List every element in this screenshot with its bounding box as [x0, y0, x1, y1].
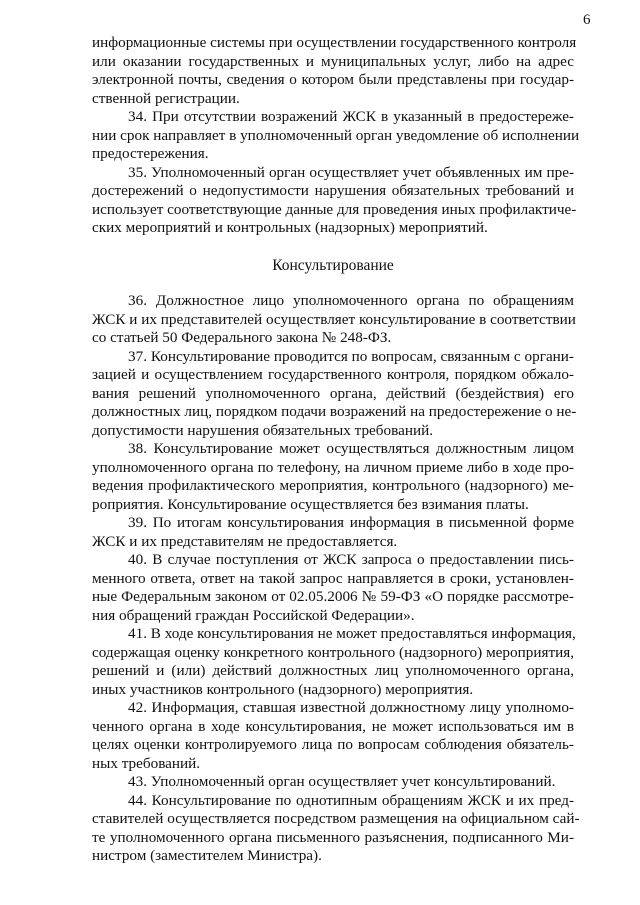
text-line: зацией и осуществлением государственного контроля, порядком обжало- — [92, 366, 574, 383]
paragraph — [92, 163, 577, 238]
text-line: 39. По итогам консультирования информация в письменной форме — [128, 514, 574, 531]
page-number: 6 — [583, 12, 591, 28]
text-line: или оказании государственных и муниципальных услуг, либо на адрес — [92, 52, 574, 70]
text-line: ставителей осуществляется посредством размещения на официальном сай- — [92, 810, 580, 827]
text-line: со статьей 50 Федерального закона № 248-ФЗ. — [92, 329, 392, 346]
paragraph — [92, 773, 574, 792]
text-line: вания решений уполномоченного органа, действий (бездействия) его — [92, 384, 574, 402]
text-line: уполномоченного органа по телефону, на личном приеме либо в ходе про- — [92, 458, 574, 476]
text-line: использует соответствующие данные для проведения иных профилактиче- — [92, 200, 577, 218]
text-line: менного ответа, ответ на такой запрос направляется в сроки, установлен- — [92, 569, 574, 587]
paragraph — [92, 440, 574, 514]
text-line: ния обращений граждан Российской Федерации». — [92, 606, 415, 624]
paragraph — [92, 625, 574, 699]
text-line: 41. В ходе консультирования не может предоставляться информация, — [128, 625, 576, 642]
paragraph — [92, 347, 577, 441]
text-line: содержащая оценку конкретного контрольного (надзорного) мероприятия, — [92, 643, 574, 661]
paragraph — [92, 551, 574, 625]
paragraph — [92, 292, 574, 348]
text-line: допустимости нарушения обязательных требований. — [92, 421, 434, 439]
text-line: иных участников контрольного (надзорного) мероприятия. — [92, 680, 474, 698]
text-line: 36. Должностное лицо уполномоченного органа по обращениям — [128, 292, 574, 309]
text-line: достережений о недопустимости нарушения обязательных требований и — [92, 182, 574, 199]
paragraph — [92, 699, 574, 773]
text-line: ные Федеральным законом от 02.05.2006 № 59-ФЗ «О порядке рассмотре- — [92, 588, 574, 605]
text-line: ных требований. — [92, 754, 201, 772]
text-line: ственной регистрации. — [92, 89, 240, 107]
text-line: информационные системы при осуществлении государственного контроля — [92, 34, 577, 51]
paragraph — [92, 791, 580, 866]
text-line: 34. При отсутствии возражений ЖСК в указанный в предостереже- — [128, 108, 574, 125]
paragraph — [92, 514, 574, 551]
text-line: ЖСК и их представителей осуществляет консультирование в соответствии — [92, 310, 576, 328]
text-line: 40. В случае поступления от ЖСК запроса о предоставлении пись- — [128, 551, 574, 568]
text-line: ЖСК и их представителям не предоставляется. — [92, 532, 398, 550]
text-line: целях оценки контролируемого лица по вопросам соблюдения обязатель- — [92, 736, 574, 753]
text-line: должностных лиц, порядком подачи возражений на предостережение о не- — [92, 403, 577, 420]
text-line: 38. Консультирование может осуществляться должностным лицом — [128, 440, 574, 457]
text-line: 42. Информация, ставшая известной должностному лицу уполномо- — [128, 699, 574, 716]
text-line: 35. Уполномоченный орган осуществляет учет объявленных им пре- — [128, 163, 574, 181]
text-line: ведения профилактического мероприятия, контрольного (надзорного) ме- — [92, 477, 574, 494]
text-line: 37. Консультирование проводится по вопросам, связанным с органи- — [128, 347, 574, 365]
text-line: 43. Уполномоченный орган осуществляет учет консультирований. — [128, 773, 556, 790]
text-line: решений и (или) действий должностных лиц уполномоченного органа, — [92, 662, 574, 679]
paragraph — [92, 34, 577, 108]
text-line: ченного органа в ходе консультирования, не может использоваться им в — [92, 717, 574, 735]
text-line: нии срок направляет в уполномоченный орган уведомление об исполнении — [92, 126, 580, 144]
text-line: ских мероприятий и контрольных (надзорных) мероприятий. — [92, 219, 488, 236]
text-line: 44. Консультирование по однотипным обращениям ЖСК и их пред- — [128, 791, 574, 809]
paragraph — [92, 108, 580, 164]
section-heading: Консультирование — [272, 256, 394, 274]
text-line: электронной почты, сведения о котором были представлены при государ- — [92, 71, 574, 88]
text-line: предостережения. — [92, 145, 209, 162]
document-body — [92, 34, 580, 866]
text-line: роприятия. Консультирование осуществляется без взимания платы. — [92, 495, 529, 513]
text-line: те уполномоченного органа письменного разъяснения, подписанного Ми- — [92, 828, 574, 846]
text-line: нистром (заместителем Министра). — [92, 847, 322, 864]
